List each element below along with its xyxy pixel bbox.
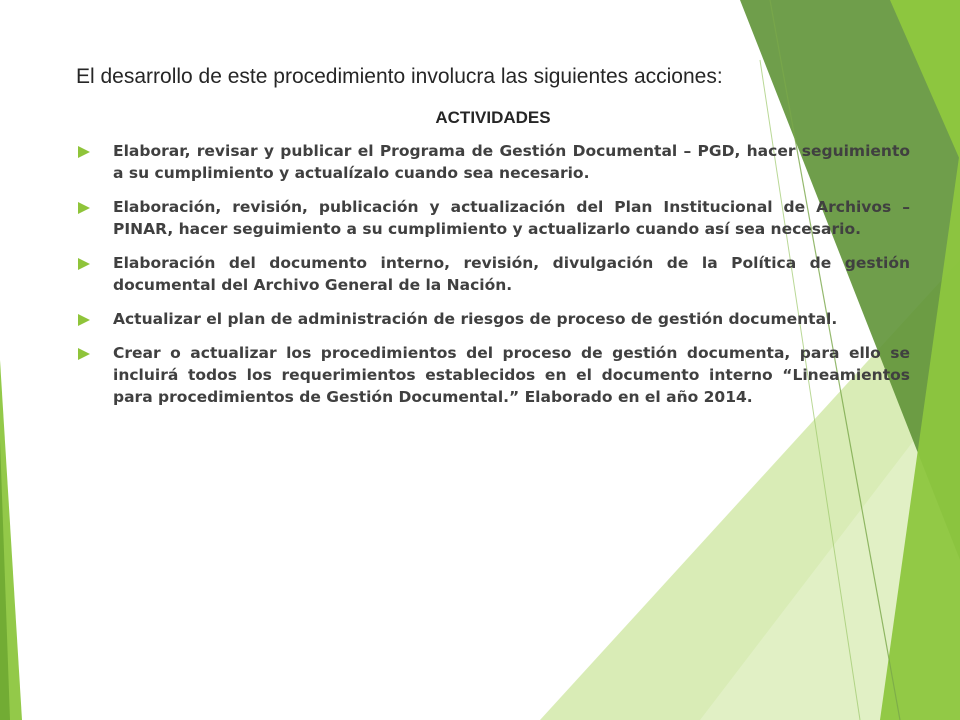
triangle-bullet-icon: [78, 146, 90, 158]
triangle-bullet-icon: [78, 258, 90, 270]
list-item: [76, 252, 910, 296]
triangle-bullet-icon: [78, 314, 90, 326]
list-item: [76, 308, 910, 330]
list-item-text: Crear o actualizar los procedimientos del proceso de gestión documenta, para ello se incluirá todos los requerimientos establecidos en el documento interno “Lineamientos para procedimientos de Gestión Documental.” Elaborado en el año 2014.: [113, 344, 910, 406]
slide-content: [76, 62, 910, 420]
section-subtitle: ACTIVIDADES: [435, 108, 551, 127]
triangle-bullet-icon: [78, 202, 90, 214]
triangle-bullet-icon: [78, 348, 90, 360]
activities-list: [76, 140, 910, 408]
list-item-text: Actualizar el plan de administración de riesgos de proceso de gestión documental.: [113, 310, 838, 328]
list-item-text: Elaborar, revisar y publicar el Programa de Gestión Documental – PGD, hacer seguimiento a su cumplimiento y actualízalo cuando sea necesario.: [113, 142, 910, 182]
slide-title: El desarrollo de este procedimiento involucra las siguientes acciones:: [76, 65, 723, 88]
list-item: [76, 342, 910, 408]
list-item: [76, 196, 910, 240]
list-item: [76, 140, 910, 184]
list-item-text: Elaboración, revisión, publicación y actualización del Plan Institucional de Archivos – PINAR, hacer seguimiento a su cumplimiento y actualizarlo cuando así sea necesario.: [113, 198, 910, 238]
list-item-text: Elaboración del documento interno, revisión, divulgación de la Política de gestión documental del Archivo General de la Nación.: [113, 254, 910, 294]
